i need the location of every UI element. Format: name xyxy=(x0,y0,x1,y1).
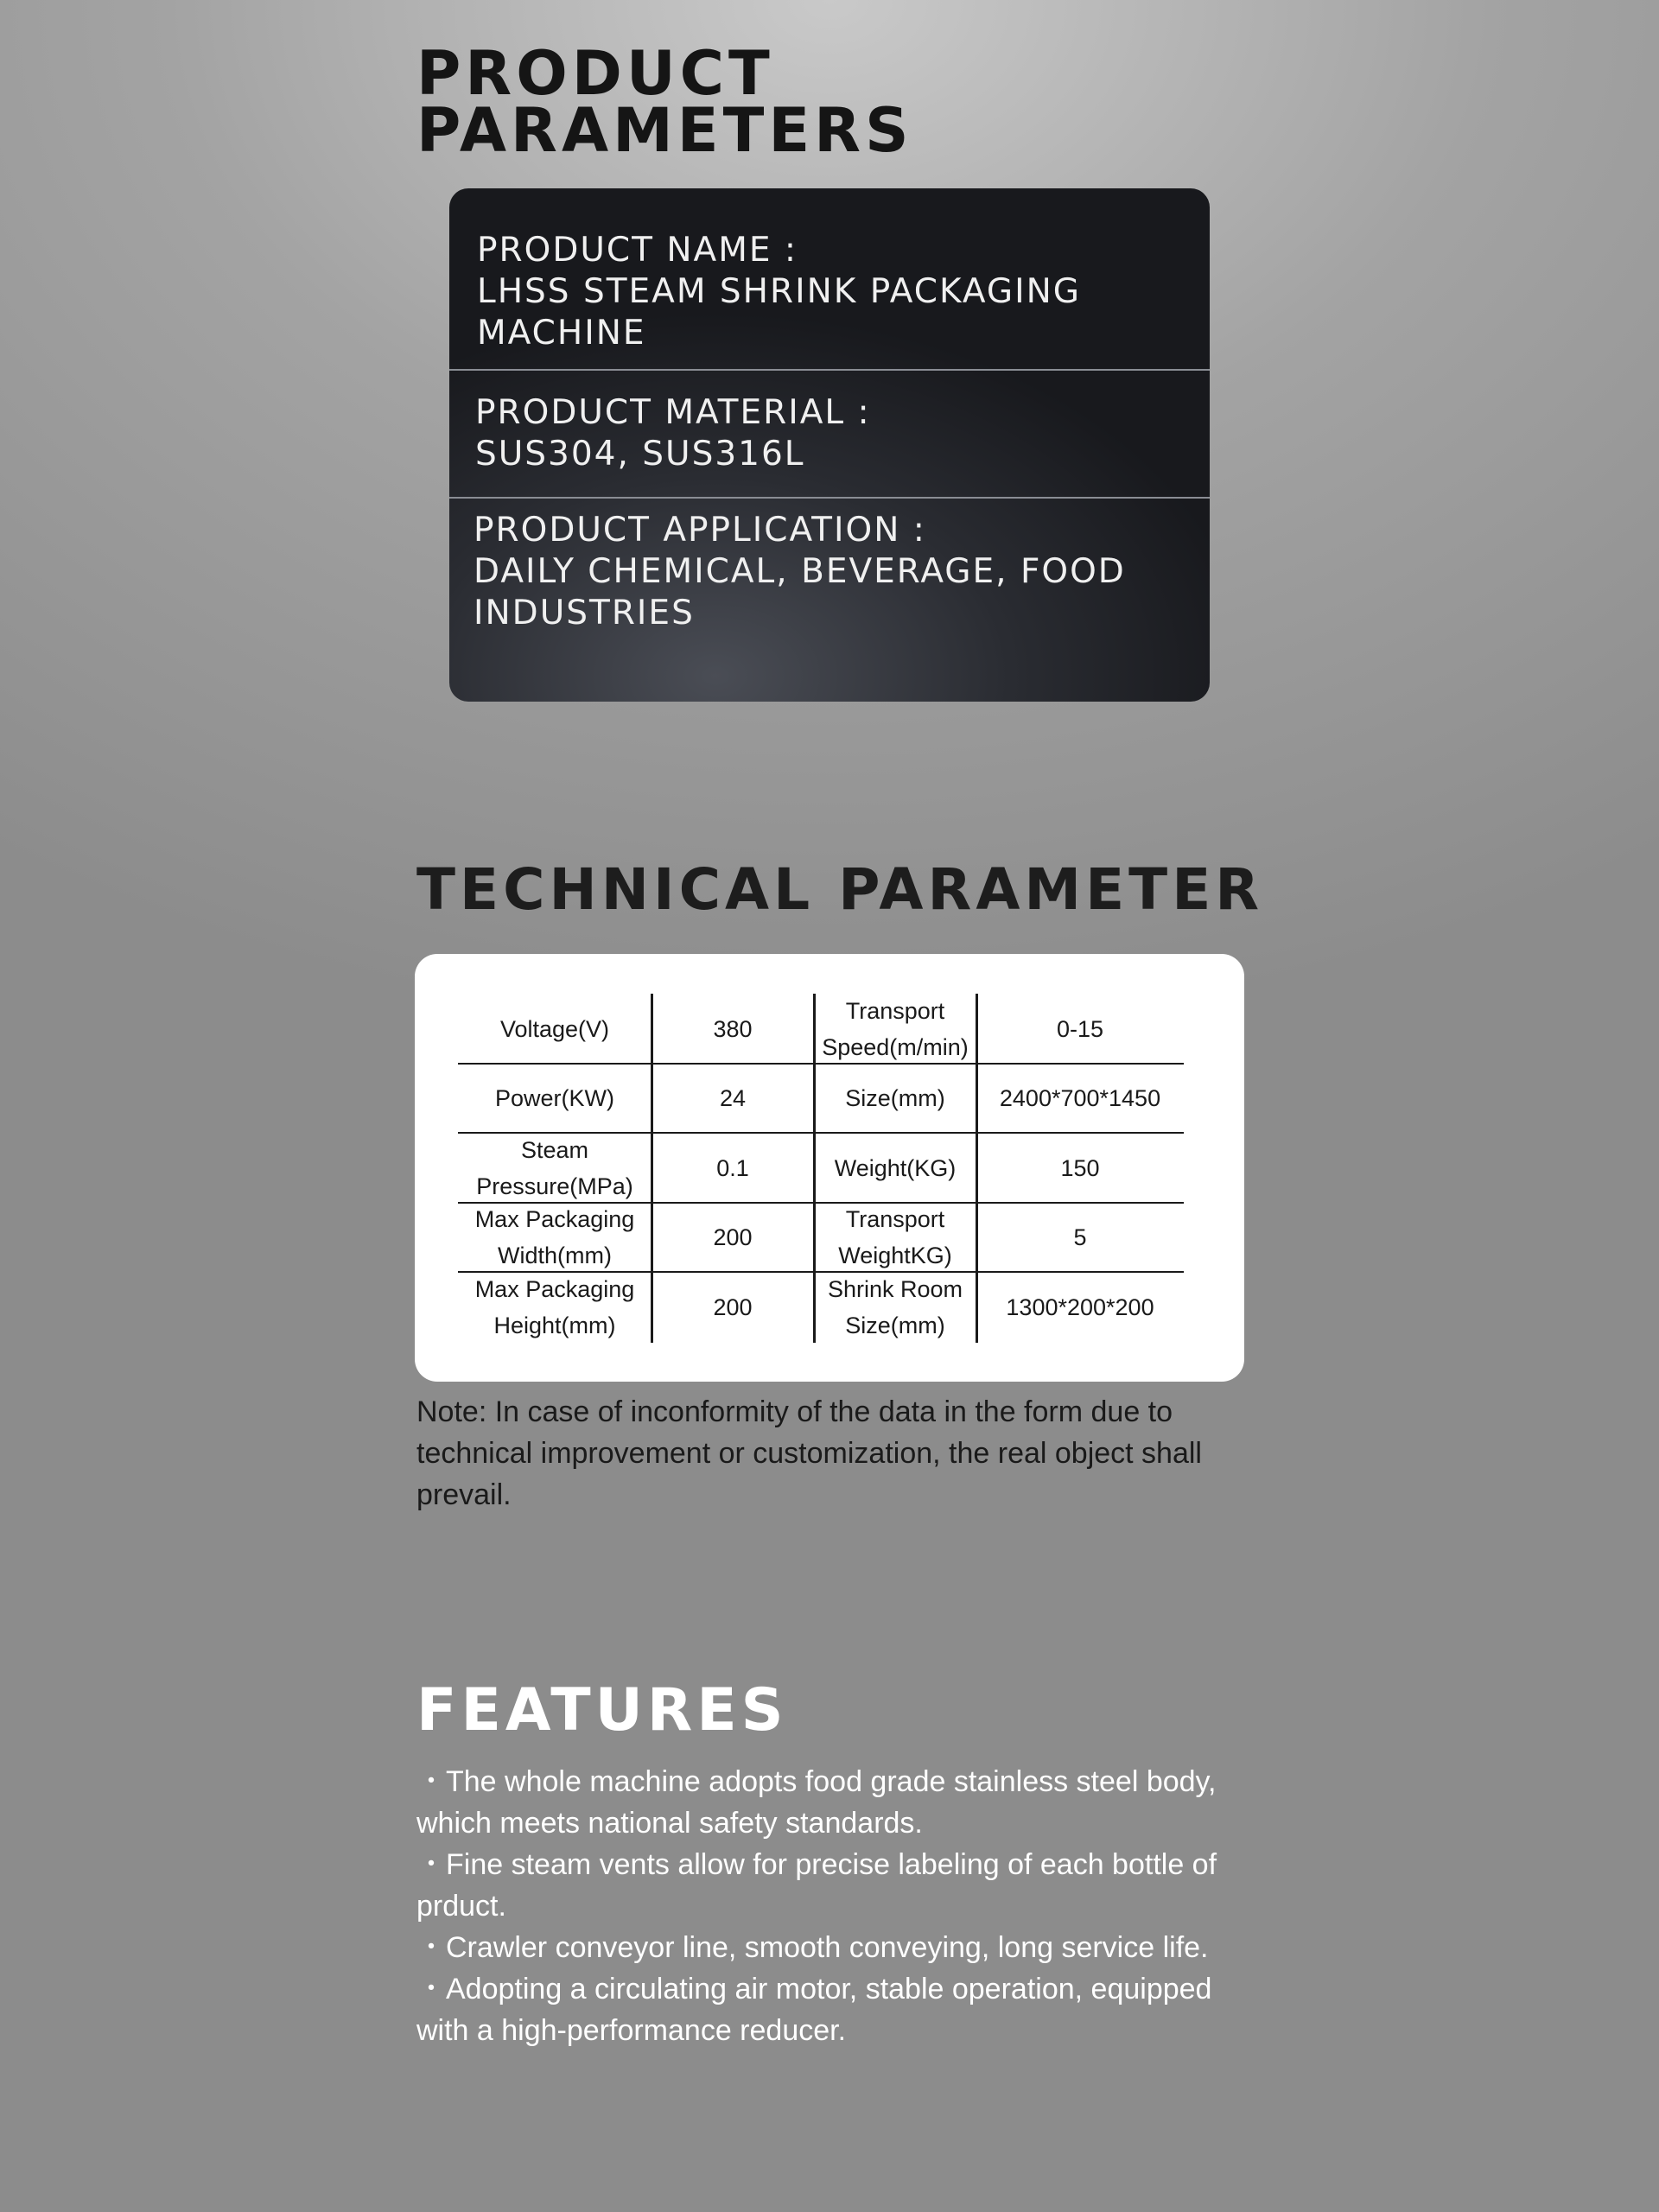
technical-parameter-heading: TECHNICAL PARAMETER xyxy=(416,856,1264,923)
table-cell xyxy=(814,1272,976,1343)
product-application-label: PRODUCT APPLICATION : xyxy=(474,511,926,550)
table-cell-text: 24 xyxy=(719,1085,747,1111)
product-application-line-1: DAILY CHEMICAL, BEVERAGE, FOOD xyxy=(474,552,1126,591)
table-cell xyxy=(458,1133,652,1203)
product-parameters-heading xyxy=(416,38,913,166)
table-cell-text: Size(mm) xyxy=(845,1085,945,1111)
card-divider-2 xyxy=(449,497,1210,499)
table-cell-text: 1300*200*200 xyxy=(1006,1294,1154,1320)
table-cell xyxy=(814,1133,976,1203)
table-cell-text: Width(mm) xyxy=(498,1243,612,1268)
card-divider-1 xyxy=(449,369,1210,371)
table-column-divider xyxy=(651,994,653,1343)
table-cell xyxy=(458,994,652,1064)
table-cell-text: Steam xyxy=(520,1136,589,1163)
table-row-divider xyxy=(458,1132,1184,1134)
table-cell xyxy=(976,1272,1184,1343)
table-cell-text: Speed(m/min) xyxy=(822,1033,969,1060)
table-cell xyxy=(814,1203,976,1272)
table-cell-text: 0.1 xyxy=(716,1154,749,1181)
table-cell xyxy=(976,1203,1184,1272)
product-name-label: PRODUCT NAME : xyxy=(477,231,798,270)
table-cell-text: 200 xyxy=(713,1294,753,1320)
table-row-divider xyxy=(458,1202,1184,1204)
table-cell-text: Height(mm) xyxy=(493,1313,616,1338)
features-heading: FEATURES xyxy=(416,1676,788,1745)
table-column-divider xyxy=(813,994,816,1343)
table-cell-text: Shrink Room xyxy=(827,1276,963,1302)
product-material-label: PRODUCT MATERIAL : xyxy=(475,393,871,432)
heading-line-2: PARAMETERS xyxy=(416,95,913,166)
product-name-line-2: MACHINE xyxy=(477,314,646,353)
table-cell xyxy=(814,994,976,1064)
table-cell-text: 2400*700*1450 xyxy=(999,1085,1161,1111)
table-cell-text: Max Packaging xyxy=(474,1276,635,1302)
heading-line-1: PRODUCT xyxy=(416,38,774,109)
feature-item: ・The whole machine adopts food grade stainless steel body, which meets national safety standards. xyxy=(416,1765,1217,1840)
table-cell-text: Size(mm) xyxy=(845,1313,945,1338)
table-cell xyxy=(458,1272,652,1343)
table-row-divider xyxy=(458,1063,1184,1065)
table-cell xyxy=(652,1133,814,1203)
table-cell xyxy=(976,1064,1184,1133)
product-material-section xyxy=(475,392,1192,475)
table-row-divider xyxy=(458,1271,1184,1273)
table-cell-text: Max Packaging xyxy=(474,1206,635,1232)
table-cell xyxy=(976,994,1184,1064)
table-cell xyxy=(458,1064,652,1133)
table-cell xyxy=(652,1272,814,1343)
technical-table xyxy=(458,994,1184,1343)
table-cell xyxy=(652,994,814,1064)
table-cell-text: WeightKG) xyxy=(838,1243,952,1268)
table-note: Note: In case of inconformity of the data in the form due to technical improvement or customization, the real object shall prevail. xyxy=(416,1395,1202,1511)
product-application-line-2: INDUSTRIES xyxy=(474,594,695,632)
table-cell xyxy=(814,1064,976,1133)
table-cell-text: 380 xyxy=(713,1015,753,1042)
feature-item: ・Adopting a circulating air motor, stable operation, equipped with a high-performance reducer. xyxy=(416,1973,1212,2047)
table-cell xyxy=(652,1203,814,1272)
features-list xyxy=(416,1761,1237,2051)
table-cell xyxy=(458,1203,652,1272)
technical-table-card xyxy=(415,954,1244,1382)
table-cell-text: Pressure(MPa) xyxy=(476,1173,633,1199)
product-info-card xyxy=(449,188,1210,702)
product-name-section xyxy=(477,230,1192,354)
table-cell-text: 5 xyxy=(1073,1224,1087,1250)
table-column-divider xyxy=(976,994,978,1343)
table-cell-text: Power(KW) xyxy=(494,1085,614,1111)
feature-item: ・Fine steam vents allow for precise labeling of each bottle of prduct. xyxy=(416,1848,1217,1923)
table-cell-text: Weight(KG) xyxy=(834,1154,957,1181)
table-cell xyxy=(652,1064,814,1133)
table-cell-text: Transport xyxy=(845,997,945,1024)
product-application-section xyxy=(474,510,1192,634)
product-material-value: SUS304, SUS316L xyxy=(475,435,805,474)
table-cell-text: Transport xyxy=(845,1206,945,1232)
feature-item: ・Crawler conveyor line, smooth conveying, long service life. xyxy=(416,1931,1209,1964)
table-cell-text: 0-15 xyxy=(1056,1015,1104,1042)
table-cell-text: 200 xyxy=(713,1224,753,1250)
product-name-line-1: LHSS STEAM SHRINK PACKAGING xyxy=(477,272,1081,311)
table-cell-text: Voltage(V) xyxy=(499,1015,610,1042)
table-cell xyxy=(976,1133,1184,1203)
table-cell-text: 150 xyxy=(1060,1154,1100,1181)
